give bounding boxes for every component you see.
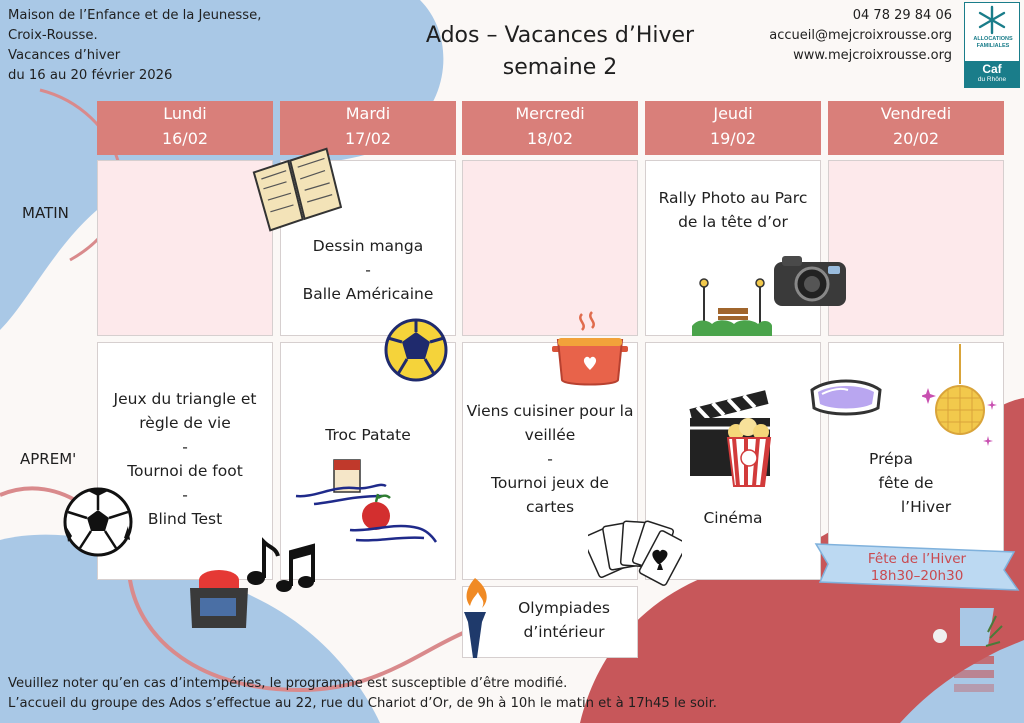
activity-wednesday-afternoon: Viens cuisiner pour la veillée - Tournoi jeux de cartes [466, 402, 634, 516]
contact-info [769, 6, 952, 66]
day-date: 19/02 [709, 129, 757, 148]
volleyball-icon [384, 318, 448, 382]
title-line-2: semaine 2 [502, 55, 618, 80]
snowflake-icon [965, 5, 1019, 35]
event-ribbon [814, 540, 1020, 596]
ski-goggles-icon [808, 376, 884, 420]
org-line-3: Vacances d’hiver [8, 48, 121, 63]
row-label-afternoon: APREM' [20, 450, 77, 468]
caf-logo-icon [964, 2, 1020, 88]
website-link[interactable]: www.mejcroixrousse.org [793, 48, 952, 63]
organization-info [8, 6, 261, 86]
hands-exchange-icon [294, 456, 438, 546]
park-bench-icon [690, 274, 774, 338]
day-date: 16/02 [161, 129, 209, 148]
soup-pot-icon [548, 310, 632, 390]
disco-ball-icon [922, 344, 998, 448]
buzzer-icon [186, 564, 252, 632]
soccer-ball-icon [62, 486, 134, 558]
popcorn-icon [724, 418, 774, 488]
day-header-thursday [645, 101, 821, 155]
caf-line-4: du Rhône [977, 76, 1007, 83]
activity-thursday-morning: Rally Photo au Parc de la tête d’or [658, 189, 808, 231]
day-name: Mardi [345, 104, 391, 123]
torch-icon [458, 576, 492, 660]
day-date: 20/02 [892, 129, 940, 148]
day-date: 18/02 [526, 129, 574, 148]
activity-friday-afternoon: Prépa fête de l’Hiver [869, 450, 952, 516]
camera-icon [772, 252, 848, 310]
caf-line-1: ALLOCATIONS [973, 36, 1013, 42]
activity-tuesday-afternoon: Troc Patate [325, 426, 411, 444]
day-header-monday [97, 101, 273, 155]
page-title [380, 20, 740, 84]
day-header-wednesday [462, 101, 638, 155]
winter-decor-icon [930, 606, 1010, 702]
email-link[interactable]: accueil@mejcroixrousse.org [769, 28, 952, 43]
ribbon-line-2: 18h30–20h30 [870, 568, 964, 584]
title-line-1: Ados – Vacances d’Hiver [425, 23, 695, 48]
day-name: Jeudi [713, 104, 753, 123]
org-line-1: Maison de l’Enfance et de la Jeunesse, [8, 8, 262, 23]
day-header-friday [828, 101, 1004, 155]
caf-line-2: FAMILIALES [976, 43, 1010, 49]
day-date: 17/02 [344, 129, 392, 148]
activity-tuesday-morning: Dessin manga - Balle Américaine [302, 237, 434, 303]
day-name: Vendredi [880, 104, 952, 123]
caf-line-3: Caf [982, 62, 1002, 76]
activity-monday-afternoon: Jeux du triangle et règle de vie - Tournoi de foot - Blind Test [113, 390, 257, 528]
phone-number: 04 78 29 84 06 [852, 8, 952, 23]
org-line-2: Croix-Rousse. [8, 28, 98, 43]
activity-thursday-afternoon: Cinéma [703, 509, 763, 527]
day-name: Mercredi [515, 104, 585, 123]
footer-note-1: Veuillez noter qu’en cas d’intempéries, le programme est susceptible d’être modifié. [8, 676, 568, 691]
manga-book-icon [250, 142, 342, 234]
footer-note-2: L’accueil du groupe des Ados s’effectue au 22, rue du Chariot d’Or, de 9h à 10h le matin et à 17h45 le soir. [8, 696, 717, 711]
activity-wednesday-extra: Olympiades d’intérieur [518, 599, 610, 641]
cell-friday-morning [828, 160, 1004, 336]
day-name: Lundi [163, 104, 207, 123]
playing-cards-icon [588, 516, 682, 594]
org-line-4: du 16 au 20 février 2026 [8, 68, 173, 83]
row-label-morning: MATIN [22, 204, 69, 222]
ribbon-line-1: Fête de l’Hiver [867, 551, 967, 567]
cell-monday-morning [97, 160, 273, 336]
